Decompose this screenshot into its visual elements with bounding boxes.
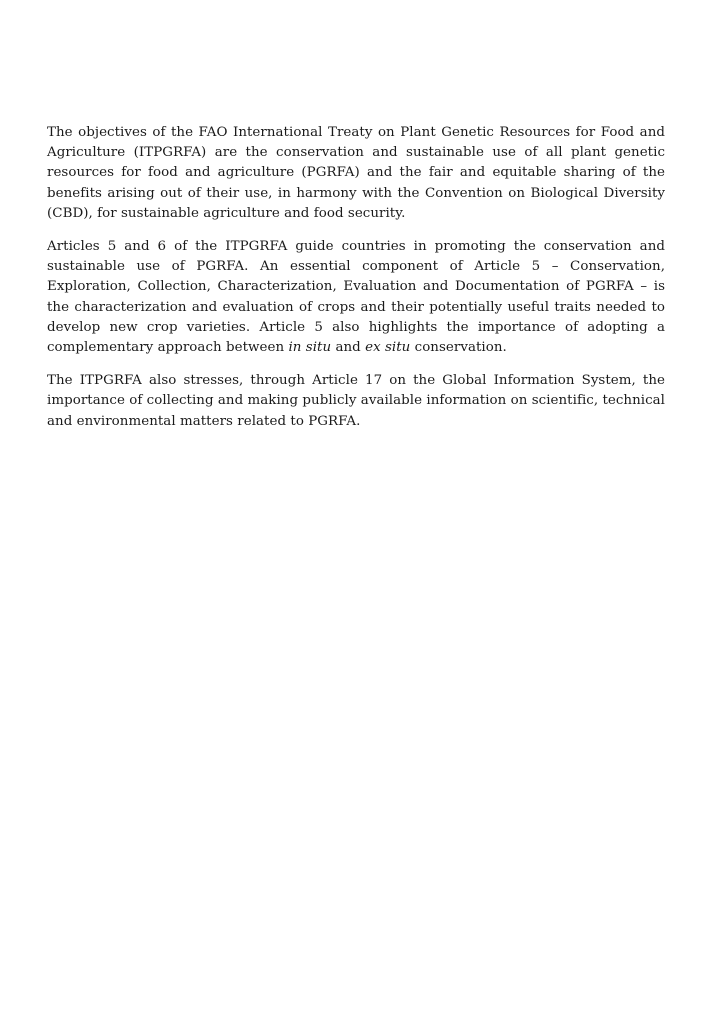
paragraph-text-before: Articles 5 and 6 of the ITPGRFA guide countries in promoting the conservation and sustainable use of PGRFA. An essential component of Article 5 – Conservation, Exploration, Collection, Characterization, Evaluation and Documentation of PGRFA – is the characterization and evaluation of crops and their potentially useful traits needed to develop new crop varieties. Article 5 also highlights the importance of adopting a complementary approach between xyxy=(47,239,665,356)
paragraph-articles-5-6 xyxy=(47,237,665,358)
document-body xyxy=(47,123,665,445)
paragraph-treaty-objectives: The objectives of the FAO International Treaty on Plant Genetic Resources for Food and Agriculture (ITPGRFA) are the conservation and sustainable use of all plant genetic resources for food and agriculture (PGRFA) and the fair and equitable sharing of the benefits arising out of their use, in harmony with the Convention on Biological Diversity (CBD), for sustainable agriculture and food security. xyxy=(47,125,665,221)
italic-ex-situ: ex situ xyxy=(365,340,411,356)
paragraph-text-middle: and xyxy=(331,340,366,356)
italic-in-situ: in situ xyxy=(288,340,332,356)
paragraph-text-after: conservation. xyxy=(410,340,507,356)
paragraph-article-17: The ITPGRFA also stresses, through Article 17 on the Global Information System, the importance of collecting and making publicly available information on scientific, technical and environmental matters related to PGRFA. xyxy=(47,373,665,429)
